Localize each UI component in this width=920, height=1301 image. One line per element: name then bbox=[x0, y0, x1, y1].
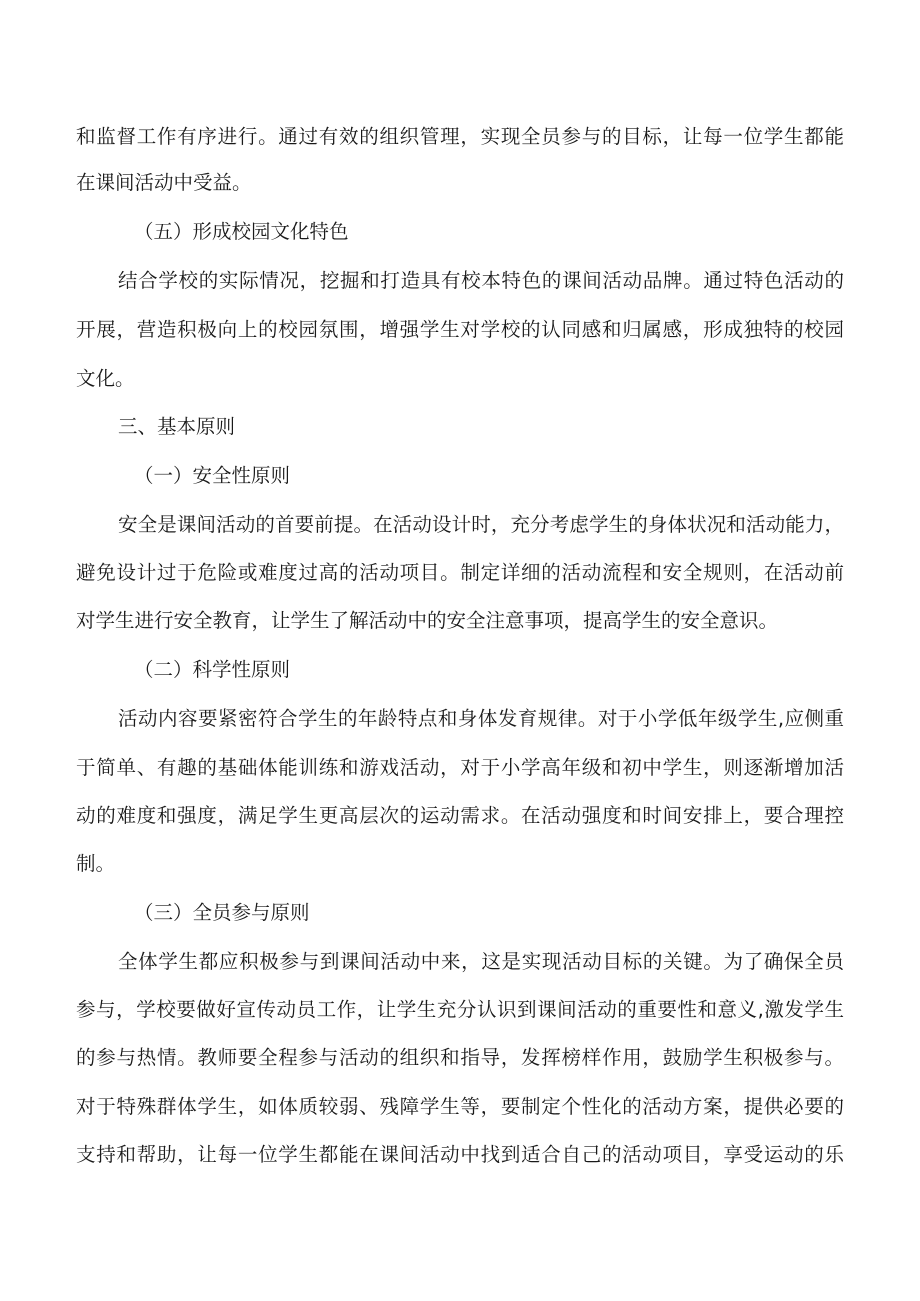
paragraph-line: 避免设计过于危险或难度过高的活动项目。制定详细的活动流程和安全规则，在活动前 bbox=[76, 561, 844, 584]
paragraph-line: 对于特殊群体学生，如体质较弱、残障学生等，要制定个性化的活动方案，提供必要的 bbox=[76, 1095, 844, 1118]
section-heading: （三）全员参与原则 bbox=[134, 901, 310, 924]
section-heading: （一）安全性原则 bbox=[134, 464, 291, 487]
paragraph-line: 支持和帮助，让每一位学生都能在课间活动中找到适合自己的活动项目，享受运动的乐 bbox=[76, 1143, 844, 1166]
paragraph-line: 在课间活动中受益。 bbox=[76, 171, 252, 194]
section-heading: （二）科学性原则 bbox=[134, 658, 291, 681]
paragraph-line: 动的难度和强度，满足学生更高层次的运动需求。在活动强度和时间安排上，要合理控 bbox=[76, 804, 844, 827]
section-heading: 三、基本原则 bbox=[118, 415, 236, 438]
paragraph-line: 安全是课间活动的首要前提。在活动设计时，充分考虑学生的身体状况和活动能力， bbox=[118, 513, 844, 536]
paragraph-line: 对学生进行安全教育，让学生了解活动中的安全注意事项，提高学生的安全意识。 bbox=[76, 609, 779, 632]
paragraph-line: 结合学校的实际情况，挖掘和打造具有校本特色的课间活动品牌。通过特色活动的 bbox=[118, 269, 844, 292]
paragraph-line: 参与，学校要做好宣传动员工作，让学生充分认识到课间活动的重要性和意义,激发学生 bbox=[76, 998, 844, 1021]
section-heading: （五）形成校园文化特色 bbox=[134, 220, 349, 243]
paragraph-line: 制。 bbox=[76, 852, 116, 875]
paragraph-line: 全体学生都应积极参与到课间活动中来，这是实现活动目标的关键。为了确保全员 bbox=[118, 950, 844, 973]
paragraph-line: 文化。 bbox=[76, 367, 135, 390]
paragraph-line: 的参与热情。教师要全程参与活动的组织和指导，发挥榜样作用，鼓励学生积极参与。 bbox=[76, 1046, 844, 1069]
paragraph-line: 开展，营造积极向上的校园氛围，增强学生对学校的认同感和归属感，形成独特的校园 bbox=[76, 318, 844, 341]
paragraph-line: 和监督工作有序进行。通过有效的组织管理，实现全员参与的目标，让每一位学生都能 bbox=[76, 125, 844, 148]
paragraph-line: 活动内容要紧密符合学生的年龄特点和身体发育规律。对于小学低年级学生,应侧重 bbox=[118, 707, 844, 730]
paragraph-line: 于简单、有趣的基础体能训练和游戏活动，对于小学高年级和初中学生，则逐渐增加活 bbox=[76, 756, 844, 779]
